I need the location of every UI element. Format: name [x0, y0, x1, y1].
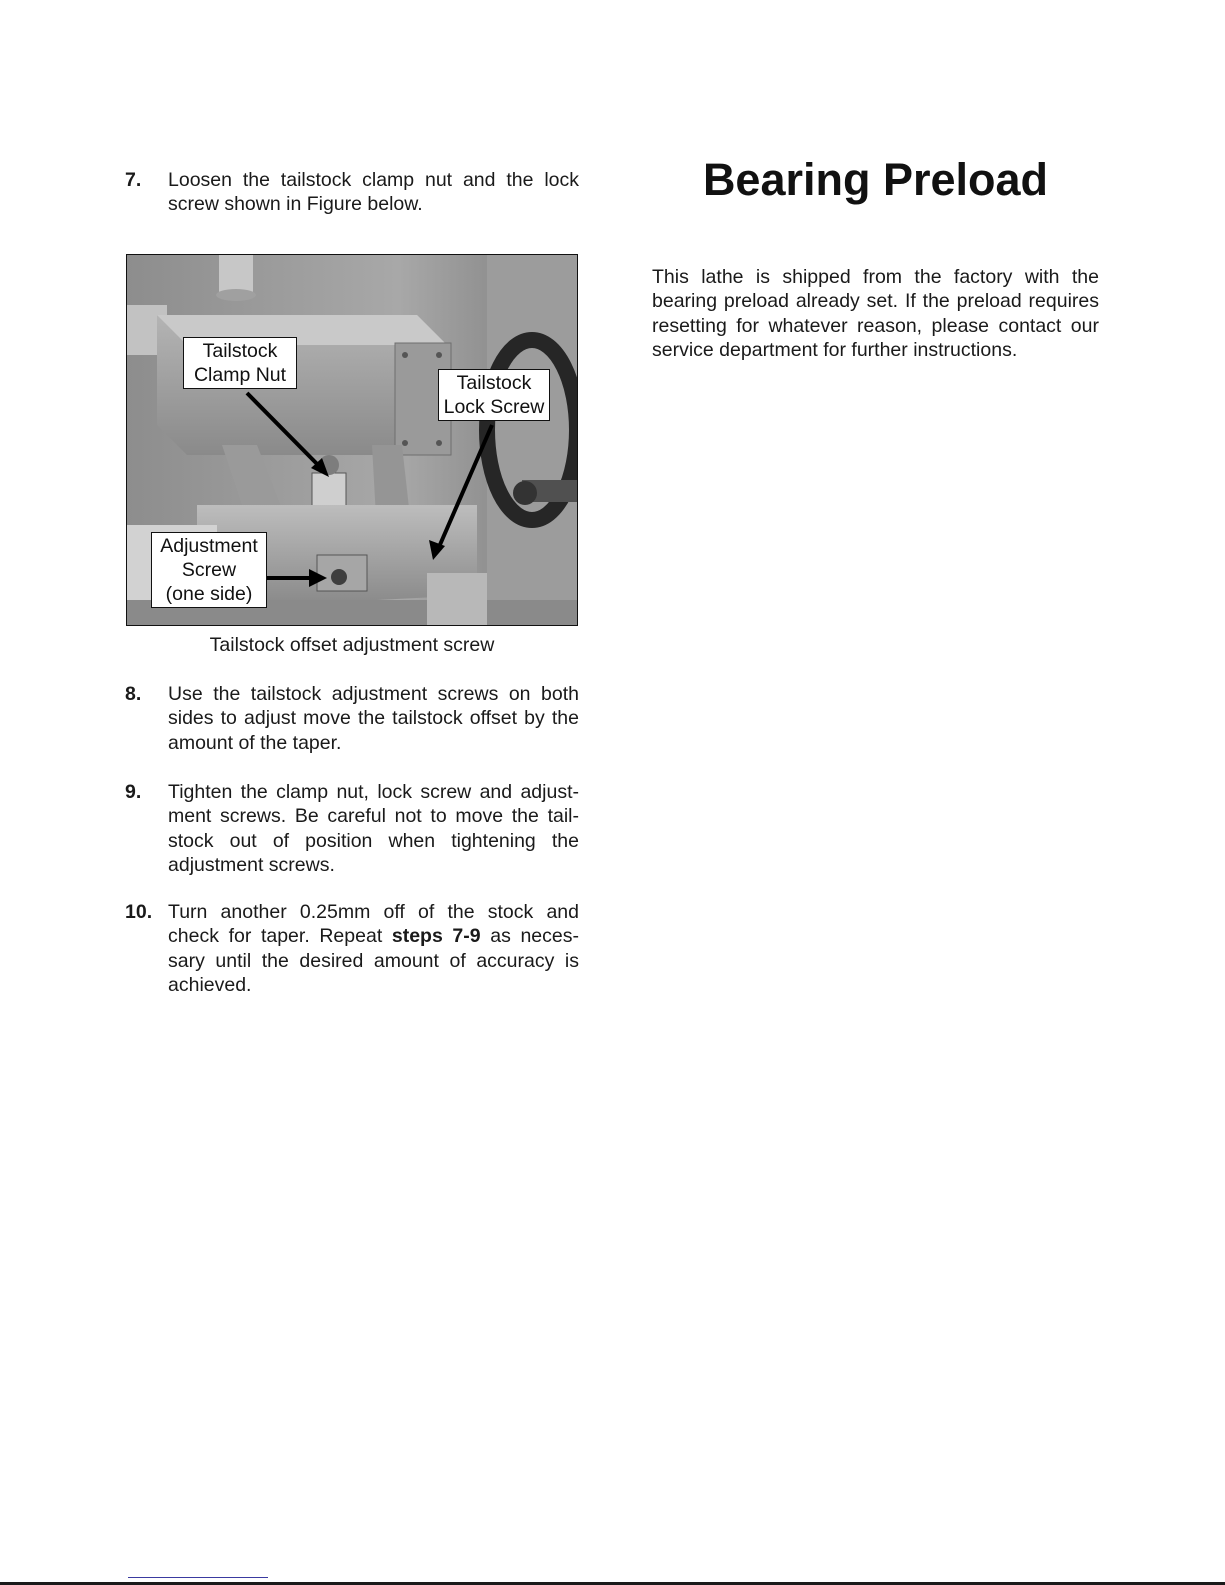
step-text-part: as neces-sary until the desired amount of accuracy is achieved.	[168, 925, 579, 997]
callout-line: Tailstock	[456, 372, 532, 394]
step-10	[125, 900, 579, 998]
step-reference: steps 7-9	[391, 925, 481, 948]
callout-clamp-nut	[183, 337, 297, 389]
step-text: Loosen the tailstock clamp nut and the lock screw shown in Figure below.	[168, 169, 579, 216]
step-number: 7.	[125, 169, 142, 191]
callout-line: Tailstock	[202, 340, 278, 362]
step-9	[125, 780, 579, 878]
callout-line: Clamp Nut	[193, 364, 287, 386]
step-number: 8.	[125, 683, 142, 705]
step-7	[125, 168, 579, 217]
tailstock-photo	[126, 254, 578, 626]
callout-line: Lock Screw	[443, 396, 545, 418]
callout-line: Screw	[181, 559, 237, 581]
step-text: Use the tailstock adjustment screws on both sides to adjust move the tailstock offset by the amount of the taper.	[168, 683, 579, 754]
step-text: Tighten the clamp nut, lock screw and adjust-ment screws. Be careful not to move the tail-stock out of position when tightening the adjustment screws.	[168, 781, 579, 877]
step-8	[125, 682, 579, 755]
step-number: 10.	[125, 901, 153, 923]
section-heading: Bearing Preload	[702, 154, 1049, 205]
footer-rule	[128, 1577, 268, 1578]
section-paragraph: This lathe is shipped from the factory with the bearing preload already set. If the preload requires resetting for whatever reason, please contact our service department for further instructions.	[652, 266, 1099, 362]
figure-caption: Tailstock offset adjustment screw	[209, 634, 495, 656]
callout-line: (one side)	[165, 583, 253, 605]
callout-lock-screw	[438, 369, 550, 421]
callout-line: Adjustment	[160, 535, 258, 557]
step-text	[168, 900, 579, 998]
step-text-part: Turn another 0.25mm off of the stock and check for taper. Repeat	[168, 901, 579, 948]
step-number: 9.	[125, 781, 142, 803]
callout-adjustment-screw	[151, 532, 267, 608]
